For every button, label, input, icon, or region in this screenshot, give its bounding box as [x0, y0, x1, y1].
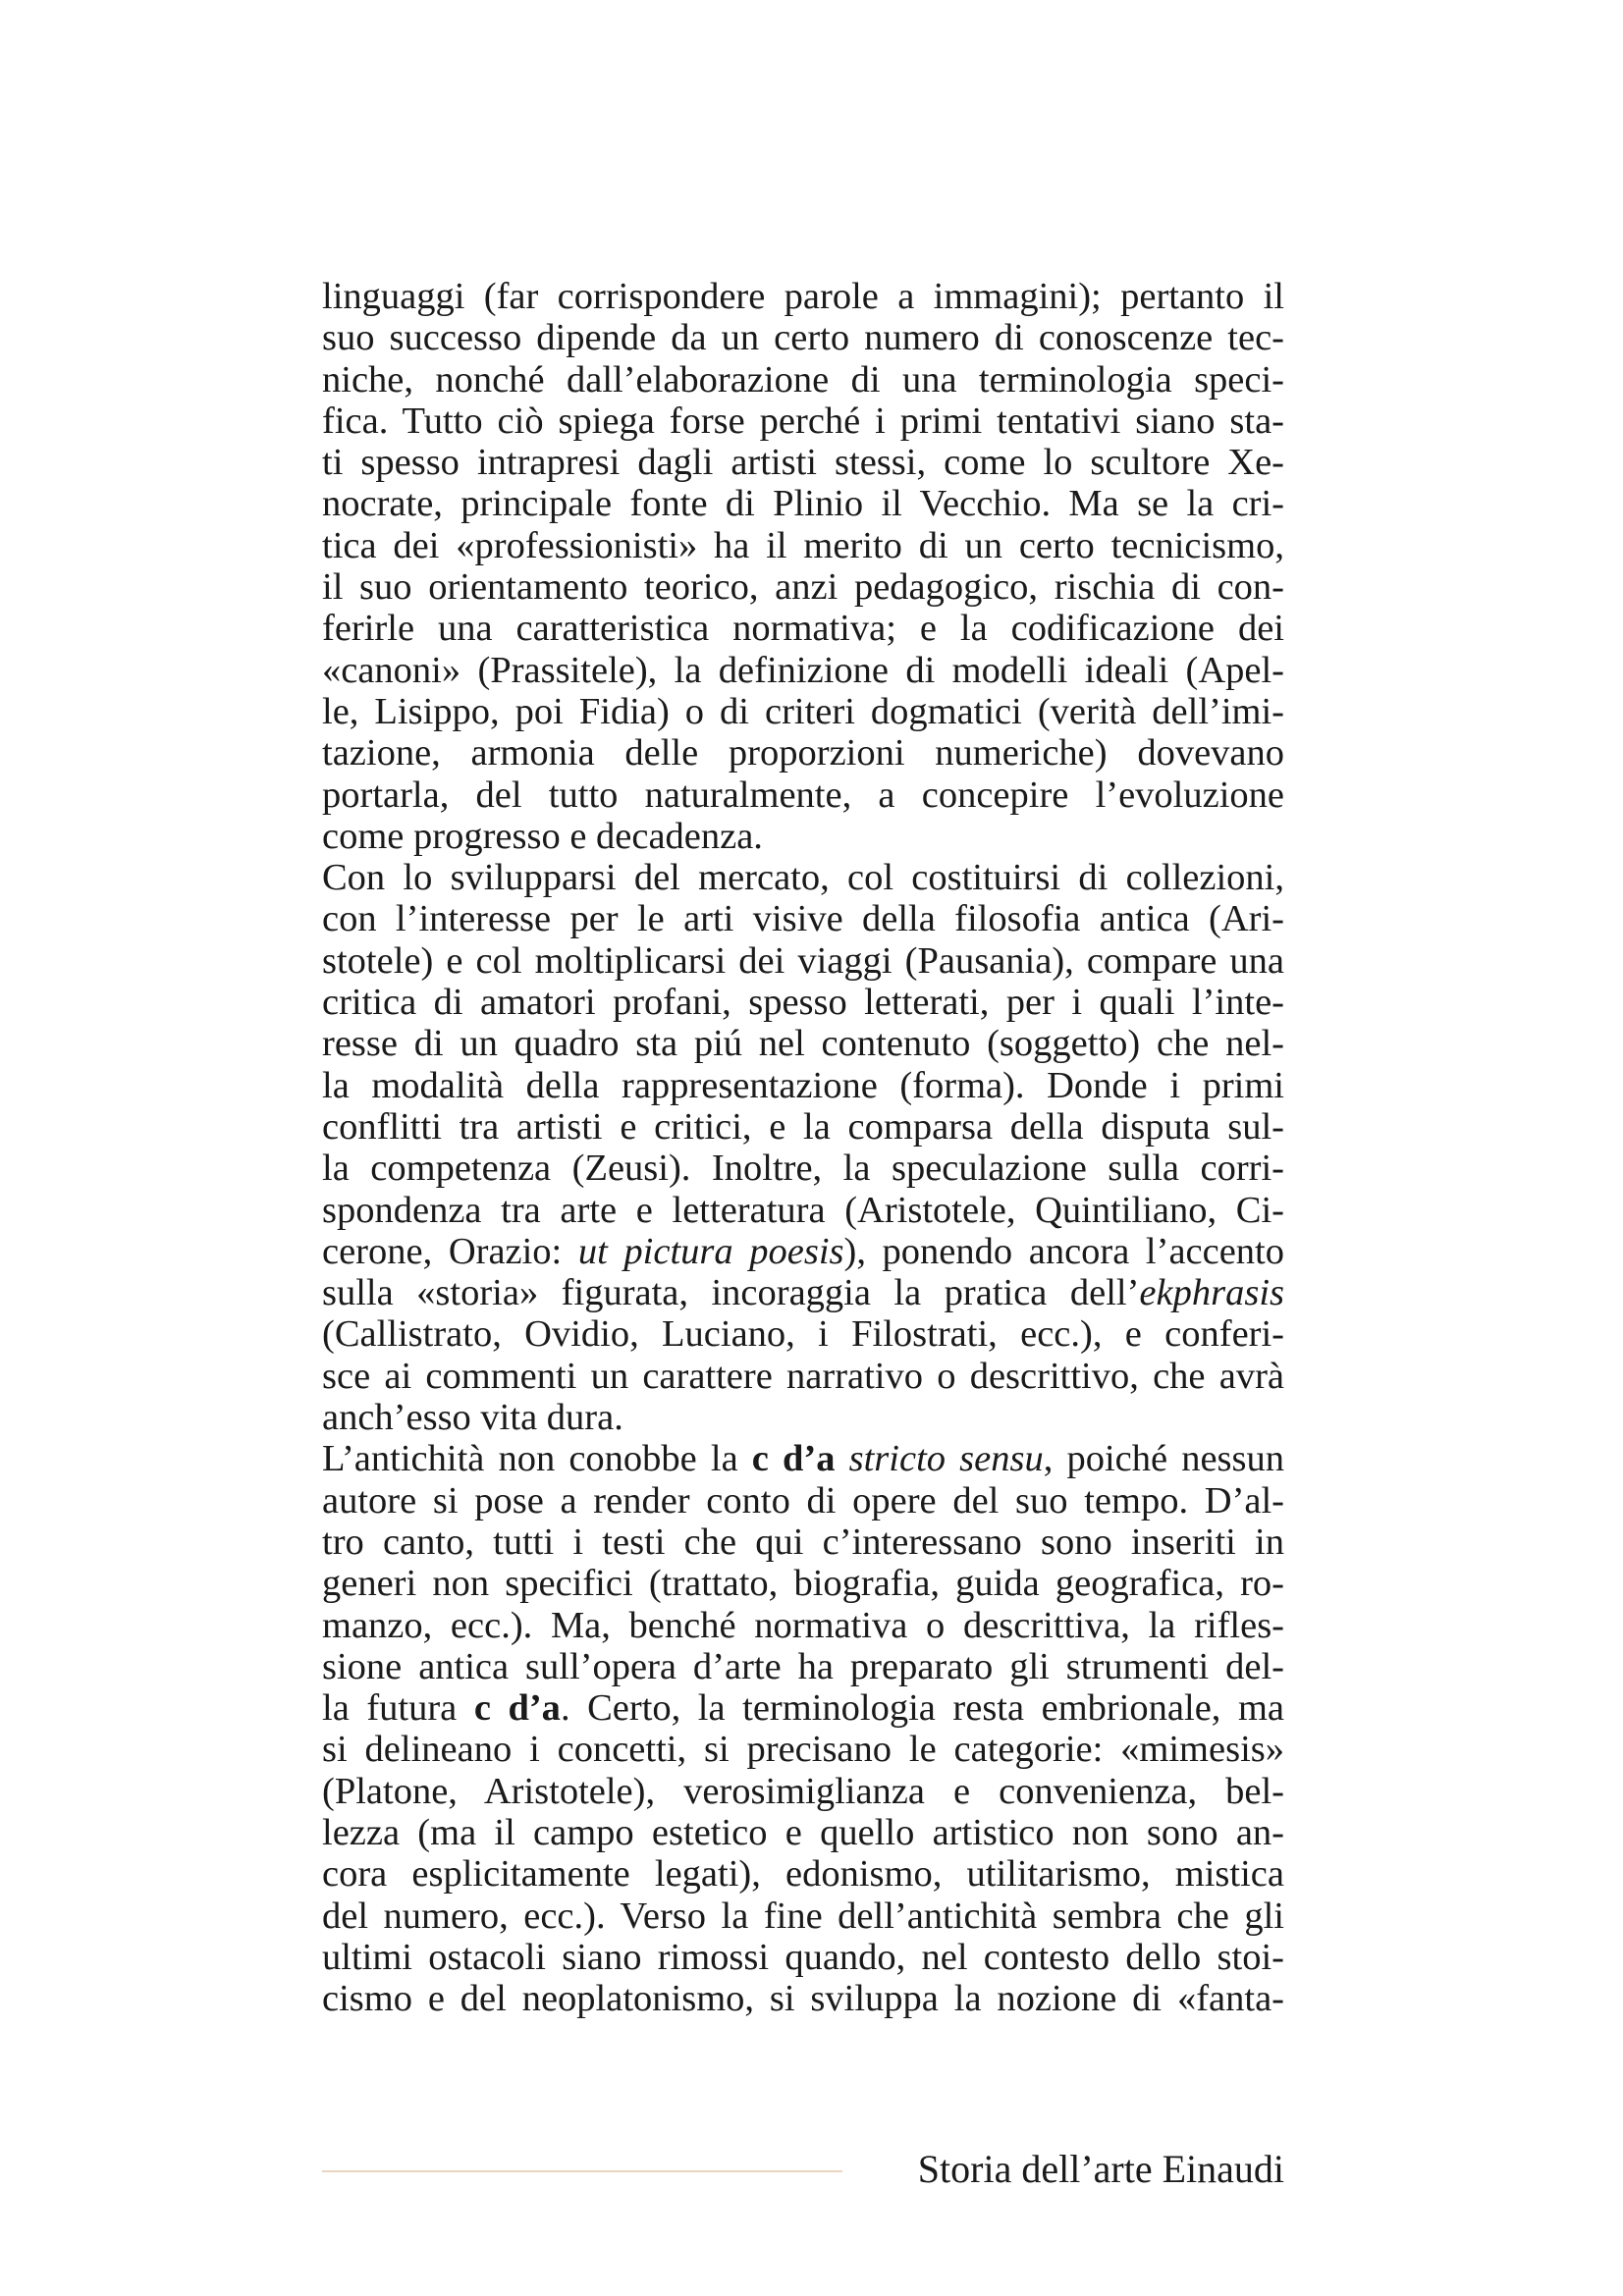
text-line: tazione, armonia delle proporzioni numeriche) dovevano	[322, 732, 1284, 774]
text-line: lezza (ma il campo estetico e quello artistico non sono an-	[322, 1811, 1284, 1853]
text-line: ferirle una caratteristica normativa; e la codificazione dei	[322, 608, 1284, 650]
text-line: (Platone, Aristotele), verosimiglianza e convenienza, bel-	[322, 1770, 1284, 1812]
paragraph-end-line: anch’esso vita dura.	[322, 1397, 623, 1439]
text-line: niche, nonché dall’elaborazione di una terminologia speci-	[322, 358, 1284, 400]
text-line: cismo e del neoplatonismo, si sviluppa la nozione di «fanta-	[322, 1978, 1284, 2020]
text-line: la futura c d’a. Certo, la terminologia resta embrionale, ma	[322, 1687, 1285, 1730]
italic-term: ekphrasis	[1139, 1272, 1284, 1314]
text-line: «canoni» (Prassitele), la definizione di modelli ideali (Apel-	[322, 649, 1284, 691]
text-line: ultimi ostacoli siano rimossi quando, nel contesto dello stoi-	[322, 1936, 1284, 1978]
text-line: L’antichità non conobbe la c d’a stricto sensu, poiché nessun	[322, 1438, 1284, 1480]
text-line: le, Lisippo, poi Fidia) o di criteri dogmatici (verità dell’imi-	[322, 690, 1284, 732]
paragraph-end-line: come progresso e decadenza.	[322, 815, 763, 857]
text-line: il suo orientamento teorico, anzi pedagogico, rischia di con-	[322, 566, 1284, 609]
bold-abbreviation: c d’a	[473, 1687, 561, 1730]
text-line: suo successo dipende da un certo numero di conoscenze tec-	[322, 317, 1284, 359]
text-line: sulla «storia» figurata, incoraggia la pratica dell’ekphrasis	[322, 1272, 1284, 1314]
text-line: portarla, del tutto naturalmente, a concepire l’evoluzione	[322, 774, 1284, 816]
text-line: critica di amatori profani, spesso letterati, per i quali l’inte-	[322, 982, 1284, 1024]
text-line: resse di un quadro sta piú nel contenuto (soggetto) che nel-	[322, 1023, 1284, 1065]
text-line: Con lo svilupparsi del mercato, col costituirsi di collezioni,	[322, 857, 1284, 899]
footer-title: Storia dell’arte Einaudi	[917, 2147, 1284, 2191]
text-line: del numero, ecc.). Verso la fine dell’antichità sembra che gli	[322, 1895, 1284, 1937]
text-line: tica dei «professionisti» ha il merito di un certo tecnicismo,	[322, 524, 1284, 566]
body-text	[322, 276, 1284, 2019]
text-line: la modalità della rappresentazione (forma). Donde i primi	[322, 1064, 1284, 1106]
text-line: cora esplicitamente legati), edonismo, utilitarismo, mistica	[322, 1853, 1284, 1896]
text-line: ti spesso intrapresi dagli artisti stessi, come lo scultore Xe-	[322, 442, 1284, 484]
text-line: tro canto, tutti i testi che qui c’interessano sono inseriti in	[322, 1521, 1284, 1563]
text-line: (Callistrato, Ovidio, Luciano, i Filostrati, ecc.), e conferi-	[322, 1313, 1284, 1356]
text-line: linguaggi (far corrispondere parole a immagini); pertanto il	[322, 276, 1284, 317]
text-line: con l’interesse per le arti visive della filosofia antica (Ari-	[322, 898, 1284, 940]
text-line: la competenza (Zeusi). Inoltre, la speculazione sulla corri-	[322, 1148, 1284, 1190]
text-line: autore si pose a render conto di opere del suo tempo. D’al-	[322, 1479, 1284, 1522]
text-line: fica. Tutto ciò spiega forse perché i primi tentativi siano sta-	[322, 400, 1284, 442]
text-line: spondenza tra arte e letteratura (Aristotele, Quintiliano, Ci-	[322, 1189, 1284, 1231]
text-line: si delineano i concetti, si precisano le categorie: «mimesis»	[322, 1729, 1284, 1771]
text-line: nocrate, principale fonte di Plinio il Vecchio. Ma se la cri-	[322, 483, 1284, 525]
text-line: cerone, Orazio: ut pictura poesis), ponendo ancora l’accento	[322, 1230, 1285, 1272]
italic-phrase: ut pictura poesis	[577, 1230, 844, 1272]
footer-rule	[322, 2170, 842, 2172]
text-line: stotele) e col moltiplicarsi dei viaggi (Pausania), compare una	[322, 939, 1284, 982]
text-line: sce ai commenti un carattere narrativo o descrittivo, che avrà	[322, 1355, 1284, 1397]
text-line: conflitti tra artisti e critici, e la comparsa della disputa sul-	[322, 1105, 1284, 1148]
text-line: manzo, ecc.). Ma, benché normativa o descrittiva, la rifles-	[322, 1604, 1284, 1646]
bold-abbreviation: c d’a	[751, 1438, 836, 1480]
italic-phrase: stricto sensu	[848, 1438, 1044, 1480]
text-line: sione antica sull’opera d’arte ha preparato gli strumenti del-	[322, 1645, 1284, 1687]
text-line: generi non specifici (trattato, biografia, guida geografica, ro-	[322, 1563, 1284, 1605]
